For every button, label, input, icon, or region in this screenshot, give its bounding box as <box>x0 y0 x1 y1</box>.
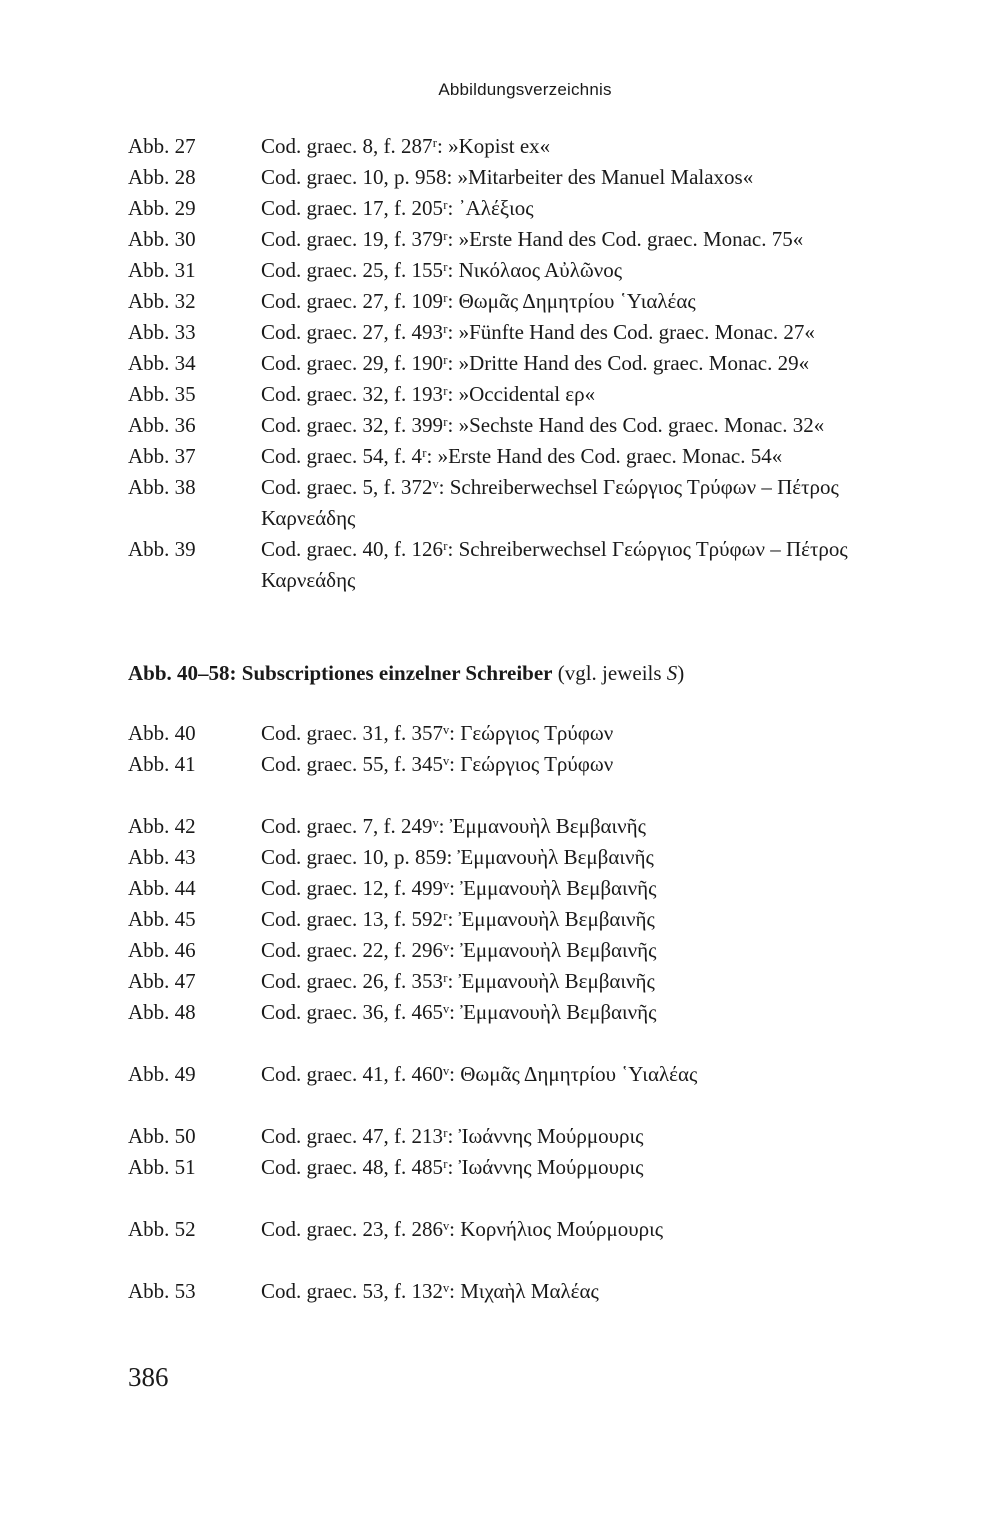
figure-entry <box>128 131 928 162</box>
figure-entry <box>128 873 928 904</box>
figure-entry <box>128 193 928 224</box>
figure-description: Cod. graec. 47, f. 213ʳ: Ἰωάννης Μούρμουρις <box>261 1124 644 1148</box>
figure-entry <box>128 718 928 749</box>
page-number: 386 <box>128 1362 169 1392</box>
figure-label: Abb. 34 <box>128 351 196 375</box>
group-spacer <box>128 1028 928 1059</box>
figure-label: Abb. 48 <box>128 1000 196 1024</box>
figure-description: Cod. graec. 53, f. 132ᵛ: Μιχαὴλ Μαλέας <box>261 1279 599 1303</box>
figure-description: Cod. graec. 32, f. 399ʳ: »Sechste Hand des Cod. graec. Monac. 32« <box>261 413 825 437</box>
group-spacer <box>128 1245 928 1276</box>
figure-label: Abb. 29 <box>128 196 196 220</box>
figure-label: Abb. 28 <box>128 165 196 189</box>
running-head: Abbildungsverzeichnis <box>438 80 612 99</box>
figure-description: Cod. graec. 55, f. 345ᵛ: Γεώργιος Τρύφων <box>261 752 614 776</box>
figure-label: Abb. 47 <box>128 969 196 993</box>
figure-label: Abb. 30 <box>128 227 196 251</box>
figure-label: Abb. 36 <box>128 413 196 437</box>
figure-label: Abb. 42 <box>128 814 196 838</box>
figure-description: Cod. graec. 12, f. 499ᵛ: Ἐμμανουὴλ Βεμβαινῆς <box>261 876 657 900</box>
figure-description: Cod. graec. 32, f. 193ʳ: »Occidental ερ« <box>261 382 596 406</box>
figure-label: Abb. 45 <box>128 907 196 931</box>
figure-entry <box>128 317 928 348</box>
figure-entry <box>128 1214 928 1245</box>
figure-entry <box>128 842 928 873</box>
section-heading-normal: (vgl. jeweils <box>552 661 667 685</box>
figure-description: Cod. graec. 25, f. 155ʳ: Νικόλαος Αὐλῶνος <box>261 258 623 282</box>
figure-description: Cod. graec. 5, f. 372ᵛ: Schreiberwechsel Γεώργιος Τρύφων – Πέτρος Καρνεάδης <box>261 475 839 530</box>
figure-description: Cod. graec. 17, f. 205ʳ: ᾽Αλέξιος <box>261 196 534 220</box>
figure-description: Cod. graec. 41, f. 460ᵛ: Θωμᾶς Δημητρίου ῾Υιαλέας <box>261 1062 698 1086</box>
figure-list-part-2 <box>128 718 928 1307</box>
group-spacer <box>128 780 928 811</box>
figure-description: Cod. graec. 8, f. 287ʳ: »Kopist ex« <box>261 134 551 158</box>
figure-description: Cod. graec. 27, f. 493ʳ: »Fünfte Hand des Cod. graec. Monac. 27« <box>261 320 815 344</box>
figure-label: Abb. 44 <box>128 876 196 900</box>
figure-entry <box>128 1059 928 1090</box>
figure-label: Abb. 50 <box>128 1124 196 1148</box>
figure-entry <box>128 162 928 193</box>
figure-label: Abb. 51 <box>128 1155 196 1179</box>
figure-entry <box>128 348 928 379</box>
figure-label: Abb. 27 <box>128 134 196 158</box>
figure-entry <box>128 997 928 1028</box>
group-spacer <box>128 1090 928 1121</box>
figure-label: Abb. 52 <box>128 1217 196 1241</box>
figure-label: Abb. 43 <box>128 845 196 869</box>
figure-description: Cod. graec. 54, f. 4ʳ: »Erste Hand des Cod. graec. Monac. 54« <box>261 444 783 468</box>
figure-description: Cod. graec. 36, f. 465ᵛ: Ἐμμανουὴλ Βεμβαινῆς <box>261 1000 657 1024</box>
figure-entry <box>128 441 928 472</box>
figure-label: Abb. 46 <box>128 938 196 962</box>
figure-entry <box>128 379 928 410</box>
figure-description: Cod. graec. 29, f. 190ʳ: »Dritte Hand des Cod. graec. Monac. 29« <box>261 351 810 375</box>
figure-entry <box>128 1276 928 1307</box>
figure-description: Cod. graec. 13, f. 592ʳ: Ἐμμανουὴλ Βεμβαινῆς <box>261 907 655 931</box>
figure-description: Cod. graec. 10, p. 958: »Mitarbeiter des Manuel Malaxos« <box>261 165 754 189</box>
figure-description: Cod. graec. 31, f. 357ᵛ: Γεώργιος Τρύφων <box>261 721 614 745</box>
figure-entry <box>128 811 928 842</box>
figure-label: Abb. 39 <box>128 537 196 561</box>
figure-entry <box>128 534 928 596</box>
figure-entry <box>128 1121 928 1152</box>
figure-label: Abb. 31 <box>128 258 196 282</box>
figure-entry <box>128 904 928 935</box>
section-heading-italic: S <box>666 661 678 685</box>
figure-description: Cod. graec. 23, f. 286ᵛ: Κορνήλιος Μούρμουρις <box>261 1217 664 1241</box>
figure-description: Cod. graec. 48, f. 485ʳ: Ἰωάννης Μούρμουρις <box>261 1155 644 1179</box>
figure-entry <box>128 255 928 286</box>
figure-entry <box>128 286 928 317</box>
figure-entry <box>128 1152 928 1183</box>
figure-entry <box>128 224 928 255</box>
figure-label: Abb. 32 <box>128 289 196 313</box>
figure-description: Cod. graec. 40, f. 126ʳ: Schreiberwechsel Γεώργιος Τρύφων – Πέτρος Καρνεάδης <box>261 537 848 592</box>
figure-entry <box>128 472 928 534</box>
figure-entry <box>128 749 928 780</box>
group-spacer <box>128 1183 928 1214</box>
figure-label: Abb. 53 <box>128 1279 196 1303</box>
figure-label: Abb. 38 <box>128 475 196 499</box>
figure-description: Cod. graec. 10, p. 859: Ἐμμανουὴλ Βεμβαινῆς <box>261 845 654 869</box>
figure-list-part-1 <box>128 131 928 596</box>
figure-label: Abb. 35 <box>128 382 196 406</box>
figure-label: Abb. 33 <box>128 320 196 344</box>
figure-description: Cod. graec. 22, f. 296ᵛ: Ἐμμανουὴλ Βεμβαινῆς <box>261 938 657 962</box>
figure-description: Cod. graec. 19, f. 379ʳ: »Erste Hand des Cod. graec. Monac. 75« <box>261 227 804 251</box>
section-heading-bold: Abb. 40–58: Subscriptiones einzelner Schreiber <box>128 661 553 685</box>
figure-entry <box>128 966 928 997</box>
figure-label: Abb. 49 <box>128 1062 196 1086</box>
figure-label: Abb. 40 <box>128 721 196 745</box>
figure-description: Cod. graec. 26, f. 353ʳ: Ἐμμανουὴλ Βεμβαινῆς <box>261 969 655 993</box>
figure-entry <box>128 410 928 441</box>
figure-description: Cod. graec. 27, f. 109ʳ: Θωμᾶς Δημητρίου ῾Υιαλέας <box>261 289 696 313</box>
figure-label: Abb. 41 <box>128 752 196 776</box>
section-heading-close: ) <box>677 661 685 685</box>
section-heading <box>128 658 684 689</box>
figure-description: Cod. graec. 7, f. 249ᵛ: Ἐμμανουὴλ Βεμβαινῆς <box>261 814 646 838</box>
figure-entry <box>128 935 928 966</box>
figure-label: Abb. 37 <box>128 444 196 468</box>
